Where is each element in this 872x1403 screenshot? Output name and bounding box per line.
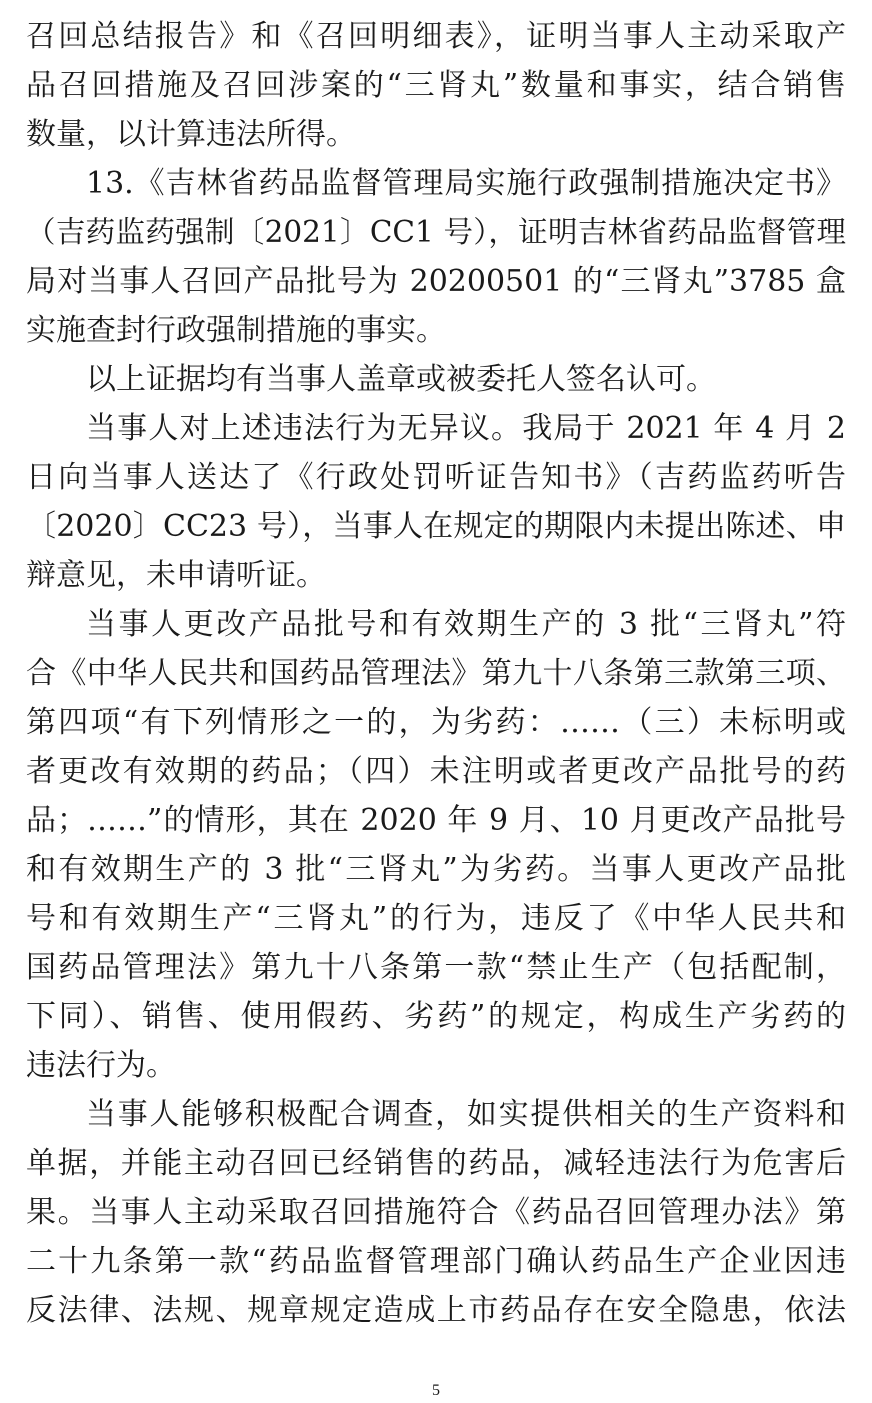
- text-line: 召回总结报告》和《召回明细表》，证明当事人主动采取产: [26, 19, 846, 54]
- text-line: 合《中华人民共和国药品管理法》第九十八条第三款第三项、: [26, 656, 846, 691]
- text-line: 二十九条第一款“药品监督管理部门确认药品生产企业因违: [26, 1244, 846, 1279]
- text-line: 当事人更改产品批号和有效期生产的 3 批“三肾丸”符: [86, 607, 846, 642]
- text-line: 辩意见，未申请听证。: [26, 558, 326, 593]
- document-body: [26, 12, 846, 1335]
- text-line: 和有效期生产的 3 批“三肾丸”为劣药。当事人更改产品批: [26, 852, 846, 887]
- text-line: 下同）、销售、使用假药、劣药”的规定，构成生产劣药的: [26, 999, 846, 1034]
- text-line: 第四项“有下列情形之一的，为劣药：……（三）未标明或: [26, 705, 846, 740]
- text-line: 当事人能够积极配合调查，如实提供相关的生产资料和: [86, 1097, 846, 1132]
- text-line: 违法行为。: [26, 1048, 176, 1083]
- text-line: 实施查封行政强制措施的事实。: [26, 313, 446, 348]
- text-line: 数量，以计算违法所得。: [26, 117, 356, 152]
- text-line: 反法律、法规、规章规定造成上市药品存在安全隐患，依法: [26, 1293, 846, 1328]
- text-line: 当事人对上述违法行为无异议。我局于 2021 年 4 月 2: [86, 411, 846, 446]
- text-line: 单据，并能主动召回已经销售的药品，减轻违法行为危害后: [26, 1146, 846, 1181]
- text-line: 国药品管理法》第九十八条第一款“禁止生产（包括配制，: [26, 950, 846, 985]
- text-line: 号和有效期生产“三肾丸”的行为，违反了《中华人民共和: [26, 901, 846, 936]
- text-line: 日向当事人送达了《行政处罚听证告知书》（吉药监药听告: [26, 460, 846, 495]
- text-line: 〔2020〕CC23 号），当事人在规定的期限内未提出陈述、申: [26, 509, 846, 544]
- text-line: 13.《吉林省药品监督管理局实施行政强制措施决定书》: [86, 166, 846, 201]
- text-line: （吉药监药强制〔2021〕CC1 号），证明吉林省药品监督管理: [26, 215, 846, 249]
- text-line: 品召回措施及召回涉案的“三肾丸”数量和事实，结合销售: [26, 68, 846, 103]
- text-line: 局对当事人召回产品批号为 20200501 的“三肾丸”3785 盒: [26, 264, 846, 299]
- text-line: 以上证据均有当事人盖章或被委托人签名认可。: [86, 362, 716, 397]
- text-line: 者更改有效期的药品；（四）未注明或者更改产品批号的药: [26, 754, 846, 789]
- page-number: 5: [432, 1382, 440, 1399]
- text-line: 果。当事人主动采取召回措施符合《药品召回管理办法》第: [26, 1195, 846, 1230]
- text-line: 品；……”的情形，其在 2020 年 9 月、10 月更改产品批号: [26, 803, 846, 838]
